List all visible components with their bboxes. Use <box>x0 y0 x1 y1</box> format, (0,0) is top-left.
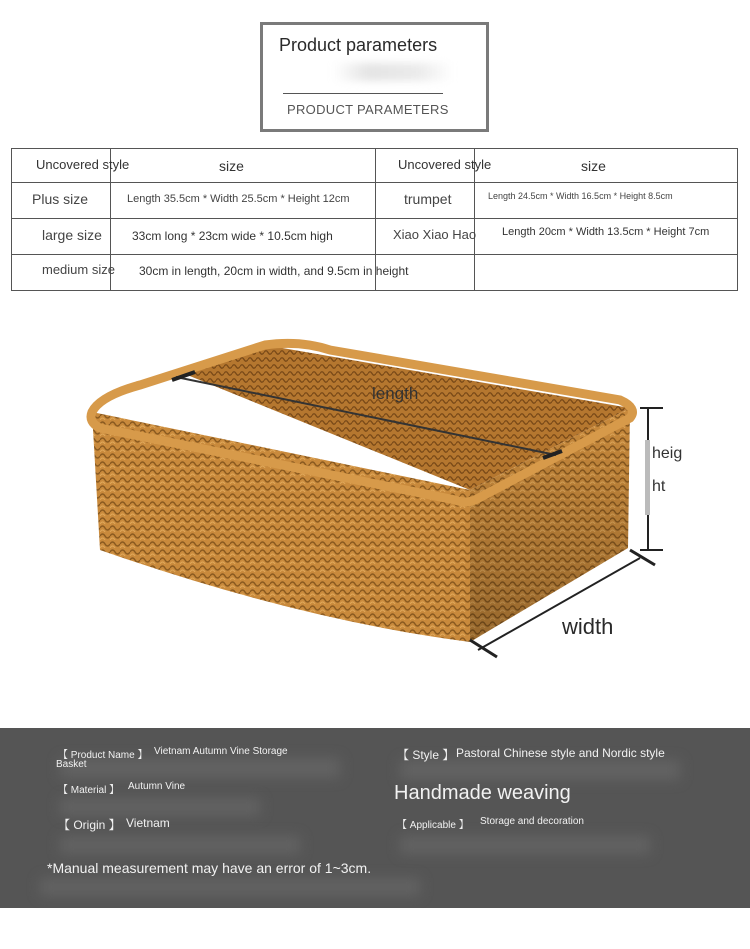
title-box <box>260 22 489 132</box>
title-main: Product parameters <box>279 35 438 55</box>
basket-illustration <box>0 300 750 700</box>
table-row-name: trumpet <box>404 191 452 207</box>
measurement-note: *Manual measurement may have an error of 1~3cm. <box>47 860 372 876</box>
width-label: width <box>562 614 614 639</box>
origin-value: Vietnam <box>126 816 170 830</box>
handmade-heading: Handmade weaving <box>394 782 571 804</box>
title-blur-decoration <box>333 63 453 81</box>
material-value: Autumn Vine <box>128 781 186 792</box>
height-label: heig <box>652 445 683 462</box>
table-row-name: medium size <box>42 262 115 277</box>
title-sub: PRODUCT PARAMETERS <box>287 102 449 117</box>
table-row-size: Length 24.5cm * Width 16.5cm * Height 8.5cm <box>488 191 673 201</box>
product-photo <box>0 300 750 700</box>
product-name-value-continued: Basket <box>56 759 87 770</box>
table-row-size: 33cm long * 23cm wide * 10.5cm high <box>132 229 333 243</box>
header-size-left: size <box>219 158 244 174</box>
table-row-name: Xiao Xiao Hao <box>393 227 477 242</box>
style-value: Pastoral Chinese style and Nordic style <box>456 746 665 760</box>
origin-label: 【 Origin 】 <box>58 818 121 832</box>
height-label-continued: ht <box>652 478 666 495</box>
table-row-name: Plus size <box>32 191 89 207</box>
header-style-right: Uncovered style <box>398 157 492 172</box>
material-label: 【 Material 】 <box>58 785 120 796</box>
applicable-label: 【 Applicable 】 <box>397 820 469 831</box>
table-row-size: 30cm in length, 20cm in width, and 9.5cm in height <box>139 264 409 278</box>
table-row-name: large size <box>42 227 102 243</box>
length-label: length <box>372 384 419 403</box>
header-style-left: Uncovered style <box>36 157 130 172</box>
product-name-value: Vietnam Autumn Vine Storage <box>154 746 288 757</box>
title-divider <box>283 93 443 94</box>
style-label: 【 Style 】 <box>397 748 455 762</box>
header-size-right: size <box>581 158 606 174</box>
applicable-value: Storage and decoration <box>480 816 584 827</box>
size-table <box>11 148 738 291</box>
table-row-size: Length 20cm * Width 13.5cm * Height 7cm <box>502 226 710 238</box>
info-panel <box>0 728 750 908</box>
product-name-label: 【 Product Name 】 <box>58 750 148 761</box>
table-row-size: Length 35.5cm * Width 25.5cm * Height 12cm <box>127 193 350 205</box>
